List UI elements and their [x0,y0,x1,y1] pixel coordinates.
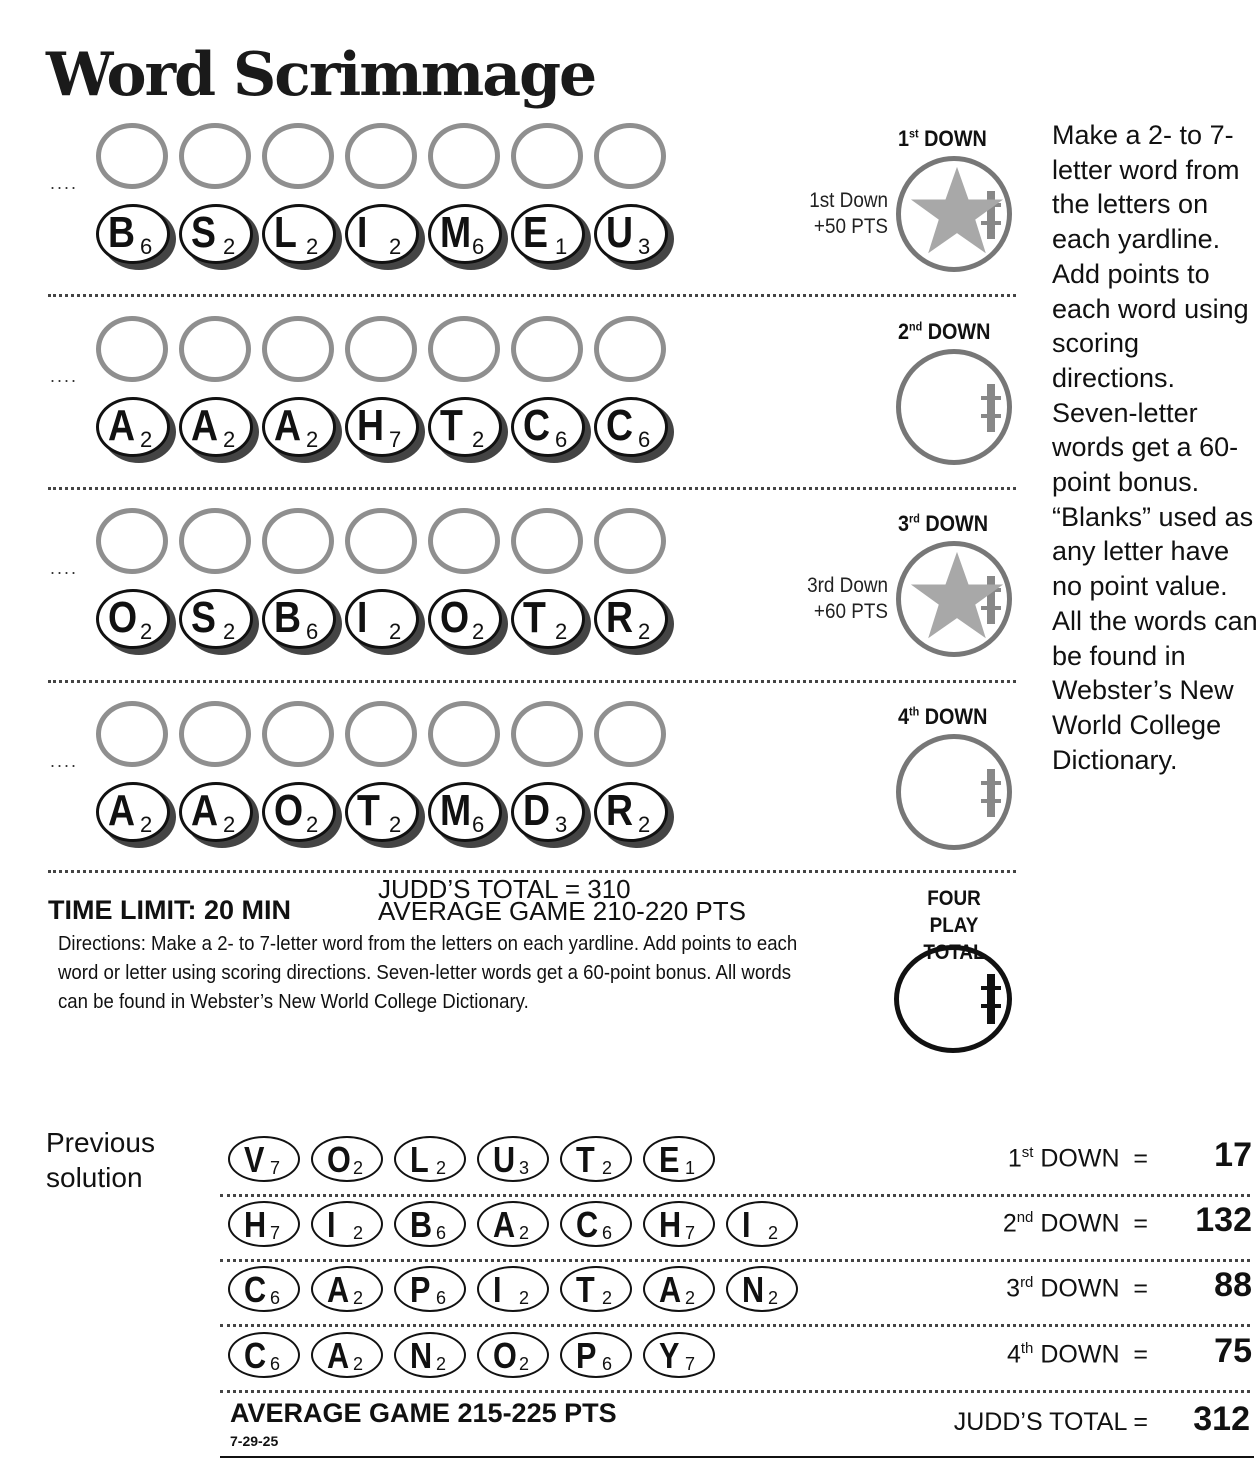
tile-value: 2 [389,619,402,644]
answer-blank[interactable] [428,701,500,767]
letter-tile [96,782,174,848]
solution-tile [228,1266,300,1312]
letter-tile [262,589,340,655]
letter-tile [345,589,423,655]
solution-score: 17 [1214,1136,1252,1174]
solution-down-ordinal: rd [1020,1274,1034,1291]
answer-blank[interactable] [594,701,666,767]
solution-letter: P [576,1335,597,1376]
solution-tile [311,1136,383,1182]
solution-value: 2 [519,1223,530,1243]
tile-letter: A [191,401,219,450]
solution-letter: A [659,1269,682,1310]
solution-value: 2 [436,1354,447,1374]
game-title: Word Scrimmage [46,40,596,110]
answer-blank[interactable] [179,701,251,767]
answer-blank[interactable] [262,701,334,767]
tile-letter: C [606,401,634,450]
solution-divider [220,1390,1250,1393]
solution-letter: T [576,1139,595,1180]
solution-tile [560,1136,632,1182]
answer-blank[interactable] [96,508,168,574]
tile-letter: B [274,593,302,642]
down-ordinal: st [909,126,919,141]
solution-tile [643,1201,715,1247]
solution-letter: A [327,1335,350,1376]
letter-tile [179,589,257,655]
solution-value: 7 [685,1223,696,1243]
answer-blank[interactable] [179,508,251,574]
solution-value: 2 [768,1288,779,1308]
answer-blank[interactable] [511,123,583,189]
tile-value: 2 [140,619,153,644]
football-lace-icon [987,384,995,432]
answer-blank[interactable] [96,316,168,382]
tile-value: 2 [223,234,236,259]
solution-value: 6 [270,1288,281,1308]
solution-letter: E [659,1139,680,1180]
previous-judds-total-label: JUDD’S TOTAL = [953,1408,1148,1436]
football-lace-icon [987,769,995,817]
down-label: 1st DOWN [898,126,987,151]
solution-tile [394,1201,466,1247]
tile-letter: A [191,786,219,835]
tile-letter: O [108,593,138,642]
solution-value: 2 [353,1354,364,1374]
solution-down-label [960,1144,1148,1173]
letter-tile [428,204,506,270]
answer-blank[interactable] [179,123,251,189]
bonus-title: 1st Down [809,189,888,212]
tile-letter: A [108,786,136,835]
tile-value: 6 [555,427,568,452]
letter-tile [262,782,340,848]
solution-down-number: 1 [1007,1144,1022,1173]
row-marker: .... [50,173,79,193]
answer-blank[interactable] [428,123,500,189]
down-number: 1 [898,126,910,151]
solution-tile [477,1136,549,1182]
row-marker: .... [50,751,79,771]
solution-tile [477,1201,549,1247]
tile-value: 3 [638,234,651,259]
tile-value: 2 [306,234,319,259]
tile-letter: S [191,208,216,257]
answer-blank[interactable] [345,701,417,767]
solution-value: 3 [519,1158,530,1178]
judds-total-average [378,874,746,926]
letter-tile [179,204,257,270]
tile-letter: D [523,786,551,835]
previous-line: Previous [46,1127,155,1158]
solution-letter: O [327,1139,351,1180]
solution-value: 2 [353,1223,364,1243]
row-marker: .... [50,558,79,578]
down-number: 3 [898,511,910,536]
solution-letter: L [410,1139,429,1180]
down-label: 3rd DOWN [898,511,989,536]
bottom-rule [220,1456,1254,1458]
tile-letter: I [357,208,368,257]
solution-letter: U [493,1139,516,1180]
letter-tile [511,782,589,848]
tile-value: 2 [472,619,485,644]
tile-value: 7 [389,427,402,452]
letter-tile [428,782,506,848]
tile-value: 6 [140,234,153,259]
solution-tile [311,1332,383,1378]
solution-score: 132 [1195,1201,1252,1239]
letter-tile [594,204,672,270]
tile-value: 2 [306,427,319,452]
side-instructions: Make a 2- to 7-letter word from the letters on each yardline. Add points to each word using scoring directions. Seven-letter words get a 60-point bonus. “Blanks” used as any letter have no point value. All the words can be found in Webster’s New World College Dictionary. [1052,120,1258,775]
solution-tile [560,1201,632,1247]
answer-blank[interactable] [511,316,583,382]
previous-judds-total-score: 312 [1193,1400,1250,1438]
yardline-divider [48,487,1016,490]
star-icon [909,548,1005,644]
solution-tile [726,1201,798,1247]
solution-tile [560,1332,632,1378]
letter-tile [96,397,174,463]
letter-tile [262,204,340,270]
row-marker: .... [50,366,79,386]
solution-down-label [960,1209,1148,1238]
solution-letter: N [742,1269,765,1310]
solution-letter: I [742,1204,751,1245]
tile-letter: T [440,401,463,450]
down-label: 2nd DOWN [898,319,991,344]
tile-letter: T [357,786,380,835]
solution-value: 7 [270,1158,281,1178]
solution-tile [394,1266,466,1312]
tile-letter: A [108,401,136,450]
letter-tile [179,782,257,848]
tile-letter: R [606,786,634,835]
down-football[interactable] [896,156,1012,272]
solution-letter: I [327,1204,336,1245]
letter-tile [511,589,589,655]
letter-tile [345,204,423,270]
solution-value: 6 [602,1354,613,1374]
letter-tile [594,589,672,655]
average-game-line: AVERAGE GAME 210-220 PTS [378,896,746,926]
solution-row [220,1260,1258,1320]
solution-tile [643,1136,715,1182]
letter-tile [96,589,174,655]
solution-down-ordinal: nd [1016,1209,1034,1226]
down-number: 2 [898,319,910,344]
tile-value: 6 [472,812,485,837]
solution-down-text: DOWN = [1033,1340,1148,1369]
solution-value: 6 [436,1223,447,1243]
solution-letter: H [244,1204,267,1245]
solution-tile [228,1201,300,1247]
down-bonus [791,573,888,625]
football-lace-icon [987,974,995,1024]
answer-blank[interactable] [96,701,168,767]
solution-value: 2 [602,1288,613,1308]
solution-letter: B [410,1204,433,1245]
tile-letter: H [357,401,385,450]
solution-tile [477,1332,549,1378]
down-ordinal: th [909,704,920,719]
bonus-title: 3rd Down [807,574,888,597]
previous-solution-label [46,1125,155,1195]
tile-letter: S [191,593,216,642]
letter-tile [511,397,589,463]
answer-blank[interactable] [345,508,417,574]
four-play-line: FOUR PLAY [927,887,981,937]
tile-letter: M [440,208,472,257]
solution-letter: A [327,1269,350,1310]
letter-tile [511,204,589,270]
down-ordinal: nd [909,319,923,334]
answer-blank[interactable] [511,508,583,574]
solution-score: 88 [1214,1266,1252,1304]
tile-letter: B [108,208,136,257]
tile-value: 2 [223,812,236,837]
four-play-total-football[interactable] [894,945,1012,1053]
solution-letter: C [244,1335,267,1376]
answer-blank[interactable] [594,123,666,189]
solution-down-ordinal: th [1020,1340,1034,1357]
solution-value: 2 [353,1158,364,1178]
time-limit: TIME LIMIT: 20 MIN [48,895,291,925]
solution-down-ordinal: st [1021,1144,1034,1161]
tile-value: 2 [638,619,651,644]
solution-down-label [960,1340,1148,1369]
tile-letter: R [606,593,634,642]
letter-tile [345,397,423,463]
solution-letter: I [493,1269,502,1310]
down-football[interactable] [896,541,1012,657]
solution-tile [228,1332,300,1378]
answer-blank[interactable] [262,316,334,382]
solution-tile [643,1266,715,1312]
solution-down-text: DOWN = [1033,1274,1148,1303]
solution-letter: A [493,1204,516,1245]
solution-value: 2 [519,1288,530,1308]
answer-blank[interactable] [594,508,666,574]
letter-tile [345,782,423,848]
solution-value: 7 [685,1354,696,1374]
solution-down-number: 4 [1006,1340,1021,1369]
letter-tile [594,397,672,463]
tile-letter: T [523,593,546,642]
down-label: 4th DOWN [898,704,988,729]
tile-value: 2 [223,619,236,644]
solution-tile [311,1266,383,1312]
letter-tile [96,204,174,270]
solution-tile [560,1266,632,1312]
letter-tile [179,397,257,463]
answer-blank[interactable] [262,508,334,574]
solution-row [220,1195,1258,1255]
letter-tile [262,397,340,463]
tile-value: 6 [306,619,319,644]
solution-value: 7 [270,1223,281,1243]
yardline-divider [48,870,1016,873]
solution-letter: N [410,1335,433,1376]
solution-letter: P [410,1269,431,1310]
previous-date: 7-29-25 [230,1433,279,1449]
solution-down-number: 2 [1002,1209,1017,1238]
solution-letter: O [493,1335,517,1376]
star-icon [909,163,1005,259]
tile-value: 1 [555,234,568,259]
solution-value: 6 [270,1354,281,1374]
bonus-points: +50 PTS [813,215,888,238]
solution-row [220,1130,1258,1190]
tile-letter: O [440,593,470,642]
solution-tile [311,1201,383,1247]
solution-letter: Y [659,1335,680,1376]
solution-row [220,1326,1258,1386]
solution-value: 2 [602,1158,613,1178]
tile-letter: C [523,401,551,450]
solution-letter: C [576,1204,599,1245]
solution-value: 6 [602,1223,613,1243]
answer-blank[interactable] [594,316,666,382]
answer-blank[interactable] [179,316,251,382]
down-ordinal: rd [909,511,920,526]
down-football[interactable] [896,349,1012,465]
directions-text: Directions: Make a 2- to 7-letter word from the letters on each yardline. Add points to each word or letter using scoring directions. Seven-letter words get a 60-point bonus. All words can be found in Webster’s New World College Dictionary. [58,933,798,1013]
tile-value: 2 [140,812,153,837]
bonus-points: +60 PTS [813,600,888,623]
tile-letter: E [523,208,548,257]
solution-tile [394,1136,466,1182]
solution-value: 2 [768,1223,779,1243]
answer-blank[interactable] [511,701,583,767]
solution-value: 2 [519,1354,530,1374]
answer-blank[interactable] [345,123,417,189]
tile-letter: A [274,401,302,450]
yardline-divider [48,680,1016,683]
yardline-divider [48,294,1016,297]
tile-value: 6 [638,427,651,452]
tile-value: 2 [555,619,568,644]
letter-tile [594,782,672,848]
down-number: 4 [898,704,910,729]
answer-blank[interactable] [262,123,334,189]
down-bonus [791,188,888,240]
tile-value: 6 [472,234,485,259]
judds-total-line: JUDD’S TOTAL = 310 [378,874,631,904]
down-football[interactable] [896,734,1012,850]
solution-letter: H [659,1204,682,1245]
tile-letter: O [274,786,304,835]
solution-value: 2 [353,1288,364,1308]
tile-letter: I [357,593,368,642]
solution-tile [394,1332,466,1378]
solution-down-text: DOWN = [1033,1144,1148,1173]
solution-letter: C [244,1269,267,1310]
answer-blank[interactable] [428,316,500,382]
solution-value: 1 [685,1158,696,1178]
solution-tile [726,1266,798,1312]
tile-value: 2 [389,234,402,259]
answer-blank[interactable] [428,508,500,574]
solution-value: 2 [436,1158,447,1178]
solution-letter: T [576,1269,595,1310]
previous-average-game: AVERAGE GAME 215-225 PTS [230,1398,617,1428]
tile-letter: U [606,208,634,257]
answer-blank[interactable] [96,123,168,189]
letter-tile [428,589,506,655]
total-line: TOTAL [923,941,985,964]
yardline-row [0,311,1020,501]
solution-down-label [960,1274,1148,1303]
solution-value: 6 [436,1288,447,1308]
solution-value: 2 [685,1288,696,1308]
solution-score: 75 [1214,1332,1252,1370]
tile-letter: L [274,208,297,257]
tile-value: 2 [223,427,236,452]
tile-value: 2 [472,427,485,452]
solution-line: solution [46,1162,143,1193]
solution-letter: V [244,1139,265,1180]
tile-value: 2 [389,812,402,837]
solution-down-text: DOWN = [1033,1209,1148,1238]
tile-value: 3 [555,812,568,837]
tile-value: 2 [306,812,319,837]
solution-tile [477,1266,549,1312]
solution-tile [643,1332,715,1378]
answer-blank[interactable] [345,316,417,382]
solution-tile [228,1136,300,1182]
tile-letter: M [440,786,472,835]
yardline-row [0,696,1020,886]
tile-value: 2 [140,427,153,452]
tile-value: 2 [638,812,651,837]
letter-tile [428,397,506,463]
solution-down-number: 3 [1006,1274,1021,1303]
